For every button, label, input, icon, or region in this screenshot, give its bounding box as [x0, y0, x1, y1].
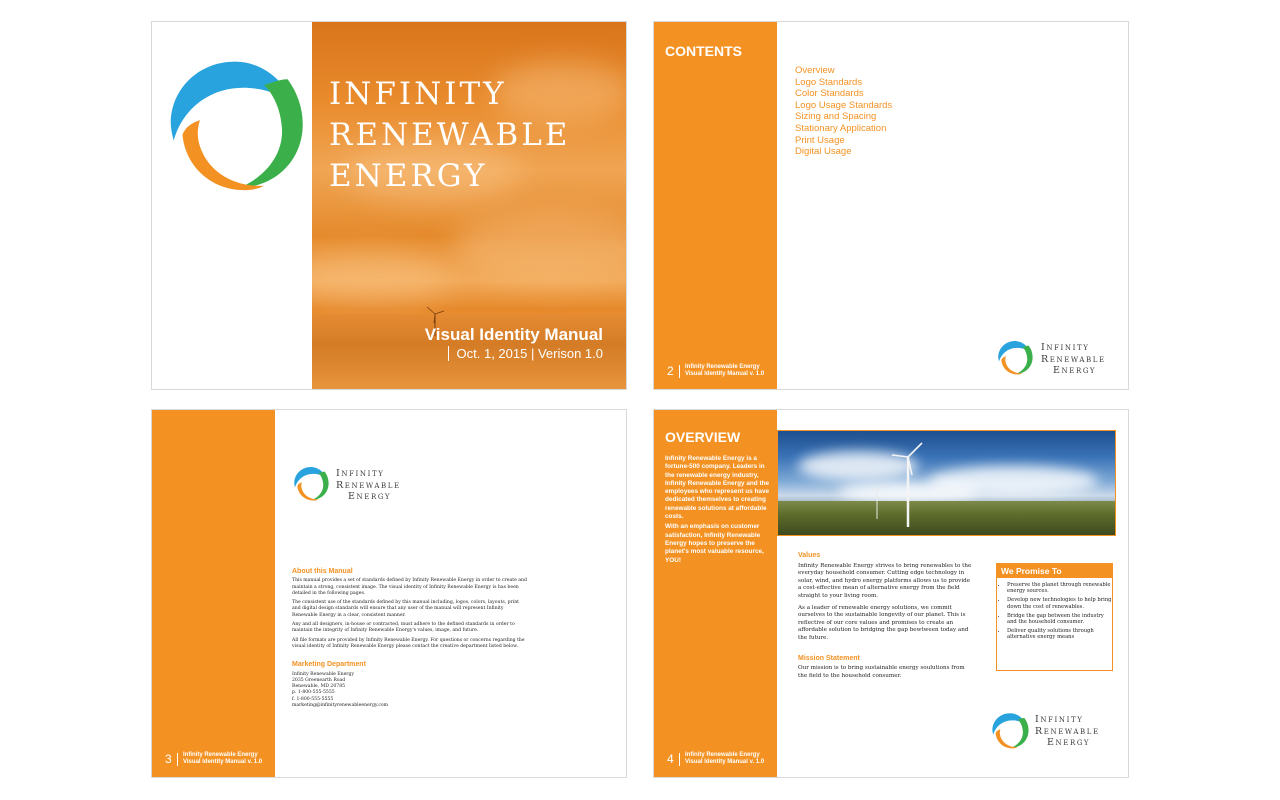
manual-title: Visual Identity Manual	[424, 325, 603, 344]
logo-icon	[996, 338, 1034, 376]
date-version: Oct. 1, 2015 | Verison 1.0	[448, 346, 603, 361]
wind-turbine-icon	[888, 441, 928, 527]
section-heading: Mission Statement	[798, 654, 860, 662]
promise-heading: We Promise To	[997, 564, 1112, 578]
contact-line: p. 1-800-555-5555	[292, 690, 335, 696]
paragraph: Any and all designers, in-house or contracted, must adhere to the defined standards in order to maintain the integrity of Infinity Renewable Energy's values, image, and future.	[292, 622, 515, 634]
contact-line: f. 1-800-555-5555	[292, 696, 334, 702]
contact-email[interactable]: marketing@infinityrenewableenergy.com	[292, 703, 389, 709]
cover-photo	[312, 22, 627, 390]
section-heading: About this Manual	[292, 568, 353, 575]
toc-item[interactable]: Logo Usage Standards	[795, 99, 893, 111]
logo-wordmark: Infinity Renewable Energy	[1041, 342, 1106, 376]
promise-box	[996, 563, 1113, 671]
list-item: • Bridge the gap between the industry and the household consumer.	[1007, 613, 1112, 625]
toc-item[interactable]: Logo Standards	[795, 76, 863, 88]
cover-title: INFINITY RENEWABLE ENERGY	[329, 76, 571, 194]
toc-item[interactable]: Overview	[795, 65, 835, 76]
about-section	[292, 569, 528, 709]
list-item: • Develop new technologies to help bring down the cost of renewables.	[1007, 597, 1112, 609]
cover-page	[151, 21, 627, 390]
list-item: • Deliver quality solutions through alternative energy means	[1007, 628, 1112, 640]
contents-page	[653, 21, 1129, 390]
company-logo-icon	[162, 48, 308, 198]
values-section	[798, 552, 974, 684]
paragraph: Infinity Renewable Energy strives to bring renewables to the everyday household consumer. Cutting edge technology in solar, wind, and hydro energy platforms allows us to provide a cost-effective mean of alternative energy from the field straight to your living room.	[798, 562, 972, 599]
toc-item[interactable]: Digital Usage	[795, 146, 852, 158]
section-heading: Marketing Department	[292, 661, 366, 669]
section-heading: Values	[798, 552, 821, 559]
logo-icon	[990, 710, 1030, 750]
about-page	[151, 409, 627, 778]
page-number: 4	[667, 753, 680, 766]
wind-farm-photo	[777, 430, 1116, 536]
sidebar	[654, 410, 777, 777]
overview-page	[653, 409, 1129, 778]
logo-wordmark: Infinity Renewable Energy	[336, 468, 401, 502]
page-title: CONTENTS	[665, 43, 742, 59]
page-number: 2	[667, 365, 680, 378]
sidebar	[152, 410, 275, 777]
paragraph: As a leader of renewable energy solutions, we commit ourselves to the sustainable longevity of our planet. This is reflective of our core values and promises to create an affordable solution to bridging the gap bewtween today and the future.	[798, 604, 969, 641]
footer-text: Infinity Renewable Energy Visual Identity Manual v. 1.0	[183, 752, 263, 765]
toc-item[interactable]: Color Standards	[795, 88, 864, 100]
toc-item[interactable]: Stationary Application	[795, 122, 887, 134]
page-title: OVERVIEW	[665, 429, 741, 445]
overview-intro: Infinity Renewable Energy is a fortune-500 company. Leaders in the renewable energy industry, Infinity Renewable Energy and the employees who represent us have dedicated themselves to creating renewable solutions at affordable costs. With an emphasis on customer satisfaction, Infinity Renewable Energy hopes to preserve the planet's most valuable resource, YOU!	[665, 455, 770, 564]
toc-item[interactable]: Print Usage	[795, 134, 845, 146]
page-number: 3	[165, 753, 178, 766]
paragraph: All file formats are provided by Infinity Renewable Energy. For questions or concerns regarding the visual identity of Infinity Renewable Energy please contact the creative department listed below.	[292, 637, 525, 649]
paragraph: This manual provides a set of standards defined by Infinity Renewable Energy in order to create and maintain a strong, consistent image. The visual identity of Infinity Renewable Energy is has been detailed in the following pages.	[292, 578, 527, 596]
wind-turbine-icon	[870, 485, 884, 519]
contact-line: 2035 Greenearth Road	[292, 677, 346, 683]
footer-text: Infinity Renewable Energy Visual Identity Manual v. 1.0	[685, 364, 765, 377]
contact-line: Renewable, MD 20785	[292, 684, 346, 690]
toc-item[interactable]: Sizing and Spacing	[795, 111, 877, 123]
footer-text: Infinity Renewable Energy Visual Identity Manual v. 1.0	[685, 752, 765, 765]
list-item: • Preserve the planet through renewable energy sources.	[1007, 582, 1112, 594]
logo-icon	[292, 463, 330, 503]
logo-wordmark: Infinity Renewable Energy	[1035, 714, 1100, 748]
sidebar	[654, 22, 777, 389]
paragraph: Our mission is to bring sustainable energy soulutions from the field to the household consumer.	[798, 665, 965, 679]
contact-line: Infinity Renewable Energy	[292, 671, 355, 677]
table-of-contents	[795, 65, 892, 158]
paragraph: The consistent use of the standards defined by this manual including, logos, colors, layouts, print and digital design standards will ensure that any user of the manual will represent Infinity Renewable Energy in a clear, consistent manner.	[292, 600, 520, 618]
promise-list	[997, 582, 1112, 641]
